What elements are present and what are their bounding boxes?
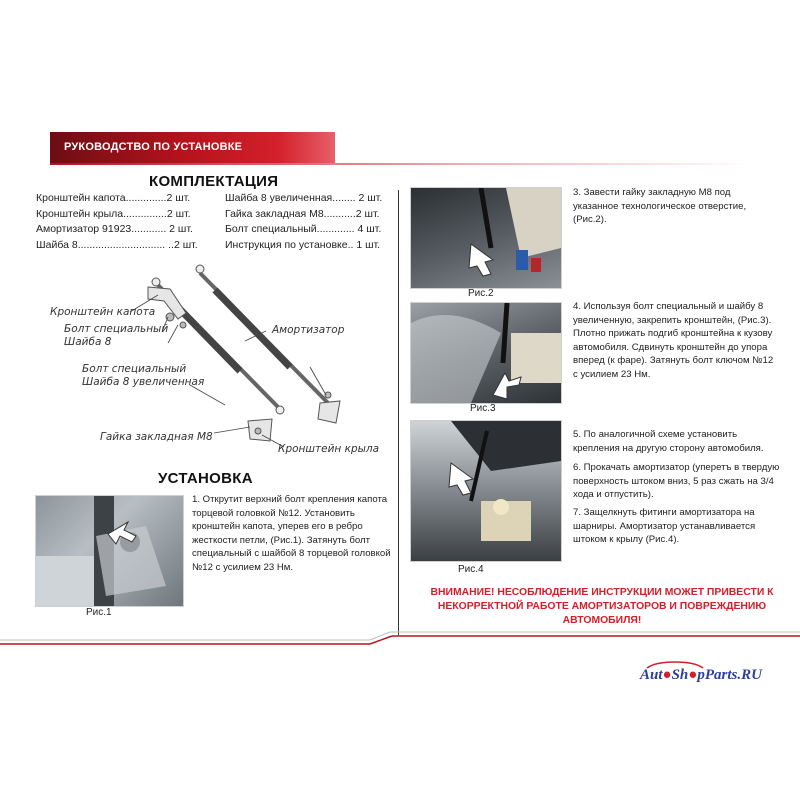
kit-item: Кронштейн крыла...............2 шт. xyxy=(36,207,191,220)
kit-heading: КОМПЛЕКТАЦИЯ xyxy=(149,173,279,190)
step-4: 4. Используя болт специальный и шайбу 8 увеличенную, закрепить кронштейн, (Рис.3). Плотно прижать подгиб кронштейна к кузову автомобиля. Сдвинуть кронштейн до упора вперед (к фаре). Затянуть болт ключом №12 с усилием 23 Нм. xyxy=(573,301,774,380)
photo-fig4 xyxy=(410,420,562,562)
page-title: РУКОВОДСТВО ПО УСТАНОВКЕ xyxy=(64,141,243,153)
label-nut-m8: Гайка закладная М8 xyxy=(100,431,213,443)
photo-fig2-art xyxy=(411,188,561,288)
warning-notice xyxy=(412,586,792,628)
header-rule xyxy=(50,163,752,165)
step-7: 7. Защелкнуть фитинги амортизатора на шарниры. Амортизатор устанавливается штоком к крылу (Рис.4). xyxy=(573,507,756,545)
logo-car-icon xyxy=(645,660,705,670)
photo-fig1-art xyxy=(36,496,183,606)
fig4-caption: Рис.4 xyxy=(458,564,484,575)
photo-fig4-art xyxy=(411,421,561,561)
column-divider xyxy=(398,190,399,635)
label-fender-bracket: Кронштейн крыла xyxy=(278,443,380,455)
site-logo: Aut●Sh●pParts.RU xyxy=(640,667,762,683)
kit-item: Инструкция по установке.. 1 шт. xyxy=(225,238,381,251)
photo-fig3 xyxy=(410,302,562,404)
step-6: 6. Прокачать амортизатор (уперетъ в твердую поверхность штоком вниз, 5 раз сжать на 3/4 хода и отпустить). xyxy=(573,462,780,500)
photo-fig2 xyxy=(410,187,562,289)
fig2-caption: Рис.2 xyxy=(468,288,494,299)
arrow-icon xyxy=(449,463,473,495)
step-5: 5. По аналогичной схеме установить крепления на другую сторону автомобиля. xyxy=(573,429,764,454)
label-shock: Амортизатор xyxy=(272,324,345,336)
logo-o-icon-2: ● xyxy=(688,667,698,683)
label-washer-8: Шайба 8 xyxy=(64,336,112,348)
warning-line-1: ВНИМАНИЕ! НЕСОБЛЮДЕНИЕ ИНСТРУКЦИИ МОЖЕТ ПРИВЕСТИ К xyxy=(430,587,774,598)
kit-item: Болт специальный............. 4 шт. xyxy=(225,223,382,235)
footer-rule xyxy=(0,630,800,660)
label-hood-bracket: Кронштейн капота xyxy=(50,306,156,318)
kit-item: Шайба 8 увеличенная........ 2 шт. xyxy=(225,192,383,204)
label-special-bolt-2: Болт специальный xyxy=(82,363,187,375)
fig3-caption: Рис.3 xyxy=(470,403,496,414)
kit-list-right xyxy=(225,191,382,253)
kit-list-left xyxy=(36,191,198,253)
step-1: 1. Открутит верхний болт крепления капота торцевой головкой №12. Установить кронштейн капота, уперев его в ребро жесткости петли, (Рис.1). Затянуть болт специальный с шайбой 8 торцевой головкой №12 с усилием 23 Нм. xyxy=(192,494,391,573)
arrow-icon xyxy=(469,244,493,276)
warning-line-3: АВТОМОБИЛЯ! xyxy=(562,615,642,626)
warning-line-2: НЕКОРРЕКТНОЙ РАБОТЕ АМОРТИЗАТОРОВ И ПОВРЕЖДЕНИЮ xyxy=(437,601,767,612)
parts-diagram xyxy=(40,255,385,460)
label-special-bolt: Болт специальный xyxy=(64,323,169,335)
kit-item: Амортизатор 91923............ 2 шт. xyxy=(36,223,193,235)
label-washer-8-big: Шайба 8 увеличенная xyxy=(82,376,205,388)
step-3: 3. Завести гайку закладную М8 под указанное технологическое отверстие, (Рис.2). xyxy=(573,187,747,225)
logo-o-icon: ● xyxy=(662,667,672,683)
install-heading: УСТАНОВКА xyxy=(158,470,253,487)
fig1-caption: Рис.1 xyxy=(86,607,112,618)
kit-item: Кронштейн капота..............2 шт. xyxy=(36,192,191,204)
kit-item: Шайба 8.............................. ..2 шт. xyxy=(36,238,198,251)
kit-item: Гайка закладная М8...........2 шт. xyxy=(225,207,380,220)
photo-fig1 xyxy=(35,495,184,607)
photo-fig3-art xyxy=(411,303,561,403)
